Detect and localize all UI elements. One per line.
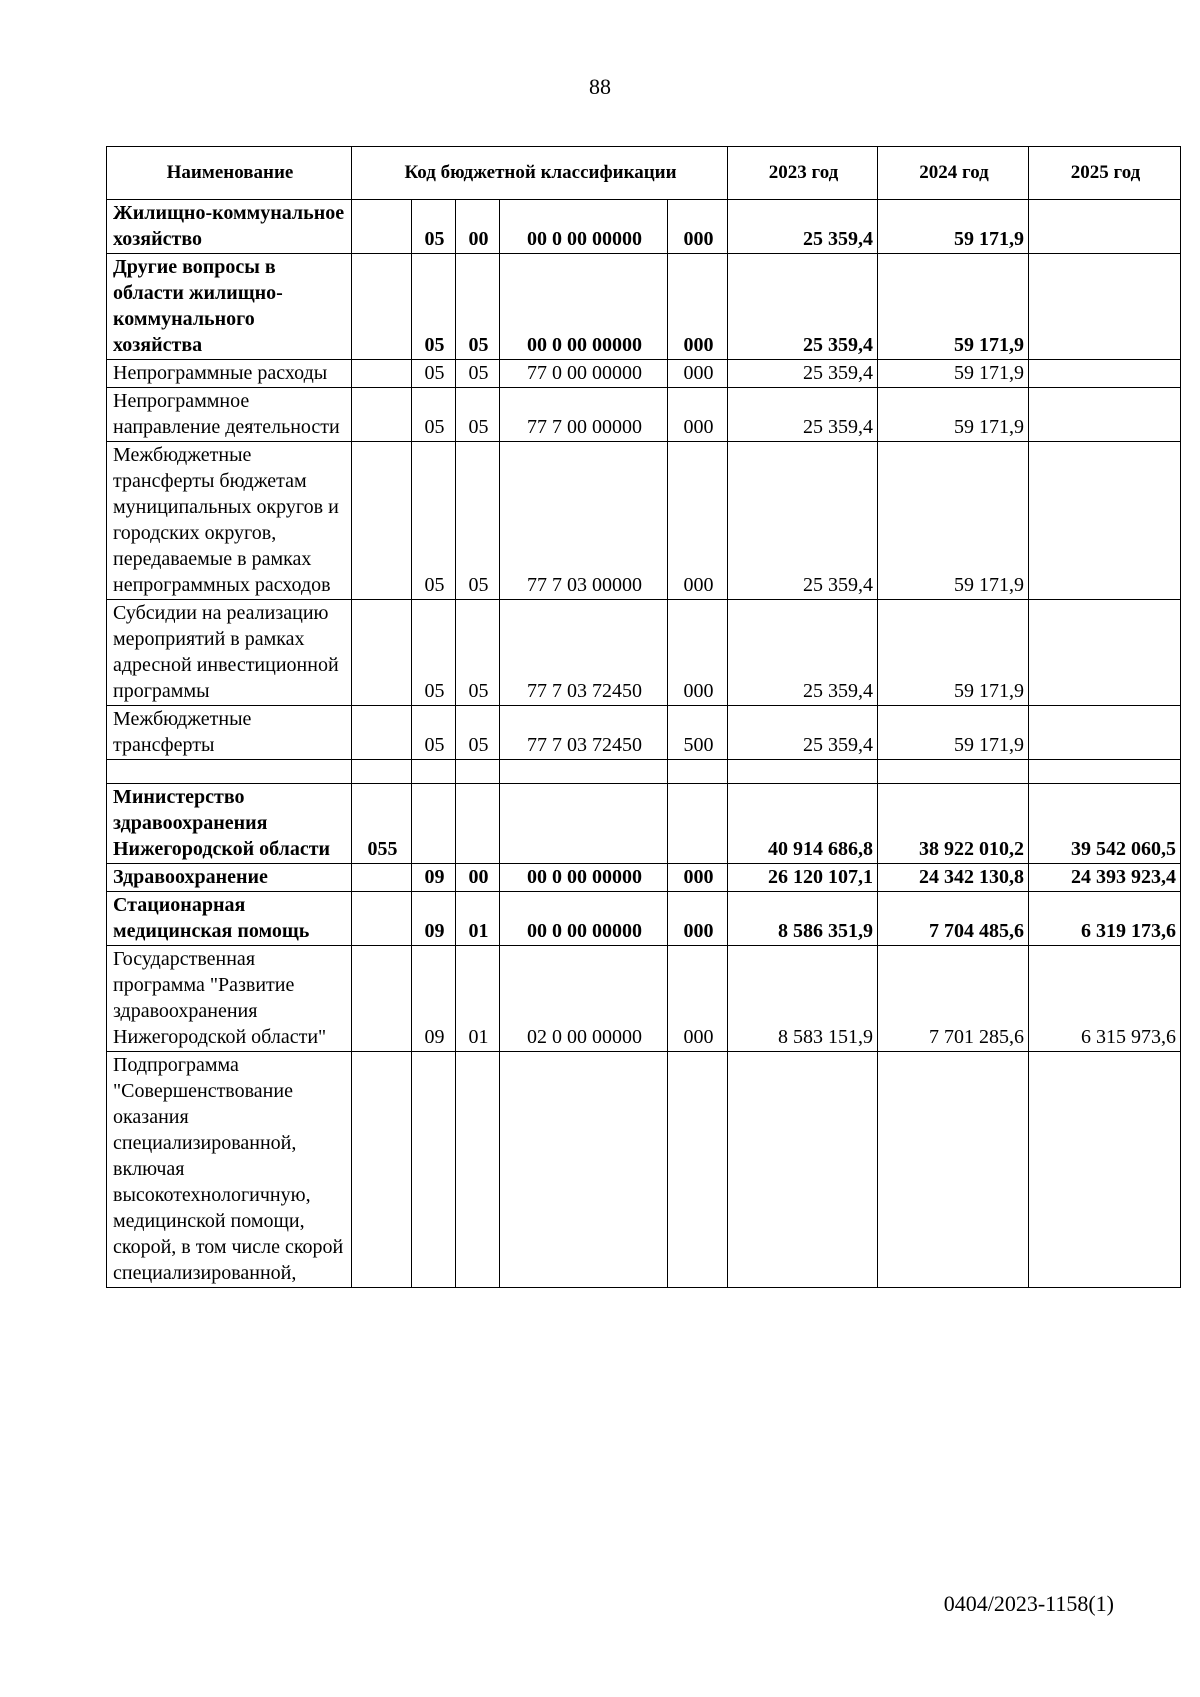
cell-2025: 6 319 173,6: [1029, 892, 1181, 946]
cell-2025: 6 315 973,6: [1029, 946, 1181, 1052]
cell-section: 05: [412, 360, 456, 388]
cell-2023: 25 359,4: [728, 200, 878, 254]
table-row: [107, 892, 1181, 946]
cell-expense-type: 000: [668, 892, 728, 946]
cell-target-article: 00 0 00 00000: [500, 200, 668, 254]
cell-2023: 25 359,4: [728, 254, 878, 360]
cell-admin-code: [352, 946, 412, 1052]
cell-target-article: 00 0 00 00000: [500, 892, 668, 946]
cell-target-article: 77 7 03 72450: [500, 706, 668, 760]
cell-expense-type: [668, 760, 728, 784]
cell-section: 05: [412, 706, 456, 760]
cell-section: 09: [412, 946, 456, 1052]
document-footer-code: 0404/2023-1158(1): [943, 1591, 1114, 1616]
cell-admin-code: [352, 442, 412, 600]
cell-2025: 39 542 060,5: [1029, 784, 1181, 864]
cell-name: Министерство здравоохранения Нижегородской области: [107, 784, 352, 864]
cell-name: Подпрограмма "Совершенствование оказания специализированной, включая высокотехнологичную, медицинской помощи, скорой, в том числе скорой специализированной,: [107, 1052, 352, 1288]
cell-expense-type: [668, 1052, 728, 1288]
cell-expense-type: 000: [668, 254, 728, 360]
cell-target-article: 77 7 03 72450: [500, 600, 668, 706]
cell-subsection: 05: [456, 706, 500, 760]
cell-name: Другие вопросы в области жилищно-коммунального хозяйства: [107, 254, 352, 360]
table-header-row: [107, 147, 1181, 200]
cell-admin-code: [352, 360, 412, 388]
cell-2025: [1029, 442, 1181, 600]
cell-expense-type: 000: [668, 388, 728, 442]
cell-admin-code: [352, 706, 412, 760]
table-row: [107, 254, 1181, 360]
cell-2023: 25 359,4: [728, 600, 878, 706]
cell-2024: 24 342 130,8: [878, 864, 1029, 892]
cell-target-article: 00 0 00 00000: [500, 254, 668, 360]
budget-table: [106, 146, 1181, 1288]
cell-section: 05: [412, 200, 456, 254]
cell-2024: [878, 1052, 1029, 1288]
cell-section: 05: [412, 600, 456, 706]
cell-subsection: 01: [456, 892, 500, 946]
cell-2023: 25 359,4: [728, 442, 878, 600]
cell-subsection: 05: [456, 254, 500, 360]
cell-subsection: [456, 760, 500, 784]
table-body: [107, 200, 1181, 1288]
cell-2023: [728, 760, 878, 784]
cell-2023: 8 583 151,9: [728, 946, 878, 1052]
cell-expense-type: 000: [668, 442, 728, 600]
cell-admin-code: [352, 864, 412, 892]
cell-target-article: 77 7 00 00000: [500, 388, 668, 442]
cell-2024: 59 171,9: [878, 200, 1029, 254]
cell-target-article: [500, 760, 668, 784]
cell-target-article: 02 0 00 00000: [500, 946, 668, 1052]
cell-2024: 7 701 285,6: [878, 946, 1029, 1052]
cell-section: 05: [412, 254, 456, 360]
cell-name: Непрограммные расходы: [107, 360, 352, 388]
table-row: [107, 360, 1181, 388]
cell-section: 09: [412, 864, 456, 892]
cell-2024: 59 171,9: [878, 600, 1029, 706]
cell-name: Межбюджетные трансферты: [107, 706, 352, 760]
table-row: [107, 706, 1181, 760]
cell-target-article: [500, 1052, 668, 1288]
cell-expense-type: 000: [668, 864, 728, 892]
cell-target-article: 77 7 03 00000: [500, 442, 668, 600]
cell-2024: 38 922 010,2: [878, 784, 1029, 864]
cell-admin-code: [352, 600, 412, 706]
header-2024: 2024 год: [878, 147, 1029, 200]
header-code: Код бюджетной классификации: [352, 147, 728, 200]
cell-expense-type: [668, 784, 728, 864]
cell-subsection: [456, 784, 500, 864]
cell-name: Здравоохранение: [107, 864, 352, 892]
cell-subsection: 05: [456, 360, 500, 388]
cell-section: [412, 760, 456, 784]
cell-admin-code: 055: [352, 784, 412, 864]
cell-expense-type: 000: [668, 200, 728, 254]
cell-name: [107, 760, 352, 784]
cell-expense-type: 500: [668, 706, 728, 760]
cell-subsection: 00: [456, 864, 500, 892]
cell-admin-code: [352, 892, 412, 946]
cell-target-article: 00 0 00 00000: [500, 864, 668, 892]
cell-2025: [1029, 760, 1181, 784]
table-row: [107, 946, 1181, 1052]
cell-subsection: [456, 1052, 500, 1288]
cell-name: Стационарная медицинская помощь: [107, 892, 352, 946]
cell-2025: [1029, 600, 1181, 706]
cell-admin-code: [352, 254, 412, 360]
table-row: [107, 200, 1181, 254]
cell-2023: 40 914 686,8: [728, 784, 878, 864]
cell-admin-code: [352, 200, 412, 254]
header-2023: 2023 год: [728, 147, 878, 200]
cell-subsection: 05: [456, 388, 500, 442]
header-name: Наименование: [107, 147, 352, 200]
cell-2025: [1029, 360, 1181, 388]
page-number: 88: [589, 74, 611, 99]
cell-target-article: 77 0 00 00000: [500, 360, 668, 388]
cell-2023: 8 586 351,9: [728, 892, 878, 946]
cell-2023: 25 359,4: [728, 388, 878, 442]
spacer-row: [107, 760, 1181, 784]
cell-section: [412, 1052, 456, 1288]
cell-expense-type: 000: [668, 600, 728, 706]
cell-2023: 26 120 107,1: [728, 864, 878, 892]
cell-target-article: [500, 784, 668, 864]
cell-2023: 25 359,4: [728, 706, 878, 760]
cell-subsection: 05: [456, 600, 500, 706]
cell-section: 05: [412, 388, 456, 442]
cell-subsection: 05: [456, 442, 500, 600]
cell-name: Межбюджетные трансферты бюджетам муниципальных округов и городских округов, передаваемые в рамках непрограммных расходов: [107, 442, 352, 600]
cell-2023: [728, 1052, 878, 1288]
cell-2025: [1029, 200, 1181, 254]
cell-section: 05: [412, 442, 456, 600]
cell-2024: 59 171,9: [878, 360, 1029, 388]
cell-section: 09: [412, 892, 456, 946]
table-row: [107, 864, 1181, 892]
cell-admin-code: [352, 388, 412, 442]
cell-section: [412, 784, 456, 864]
cell-2024: 59 171,9: [878, 254, 1029, 360]
cell-2023: 25 359,4: [728, 360, 878, 388]
cell-2024: 59 171,9: [878, 706, 1029, 760]
cell-name: Государственная программа "Развитие здравоохранения Нижегородской области": [107, 946, 352, 1052]
cell-expense-type: 000: [668, 946, 728, 1052]
cell-2025: 24 393 923,4: [1029, 864, 1181, 892]
cell-2024: [878, 760, 1029, 784]
cell-2025: [1029, 1052, 1181, 1288]
table-row: [107, 784, 1181, 864]
table-row: [107, 442, 1181, 600]
cell-admin-code: [352, 760, 412, 784]
cell-2024: 59 171,9: [878, 388, 1029, 442]
header-2025: 2025 год: [1029, 147, 1181, 200]
cell-2024: 59 171,9: [878, 442, 1029, 600]
cell-name: Жилищно-коммунальное хозяйство: [107, 200, 352, 254]
cell-2025: [1029, 254, 1181, 360]
table-row: [107, 600, 1181, 706]
cell-2024: 7 704 485,6: [878, 892, 1029, 946]
cell-expense-type: 000: [668, 360, 728, 388]
cell-2025: [1029, 706, 1181, 760]
cell-name: Субсидии на реализацию мероприятий в рамках адресной инвестиционной программы: [107, 600, 352, 706]
cell-name: Непрограммное направление деятельности: [107, 388, 352, 442]
cell-2025: [1029, 388, 1181, 442]
cell-subsection: 01: [456, 946, 500, 1052]
cell-admin-code: [352, 1052, 412, 1288]
table-row: [107, 1052, 1181, 1288]
cell-subsection: 00: [456, 200, 500, 254]
table-row: [107, 388, 1181, 442]
